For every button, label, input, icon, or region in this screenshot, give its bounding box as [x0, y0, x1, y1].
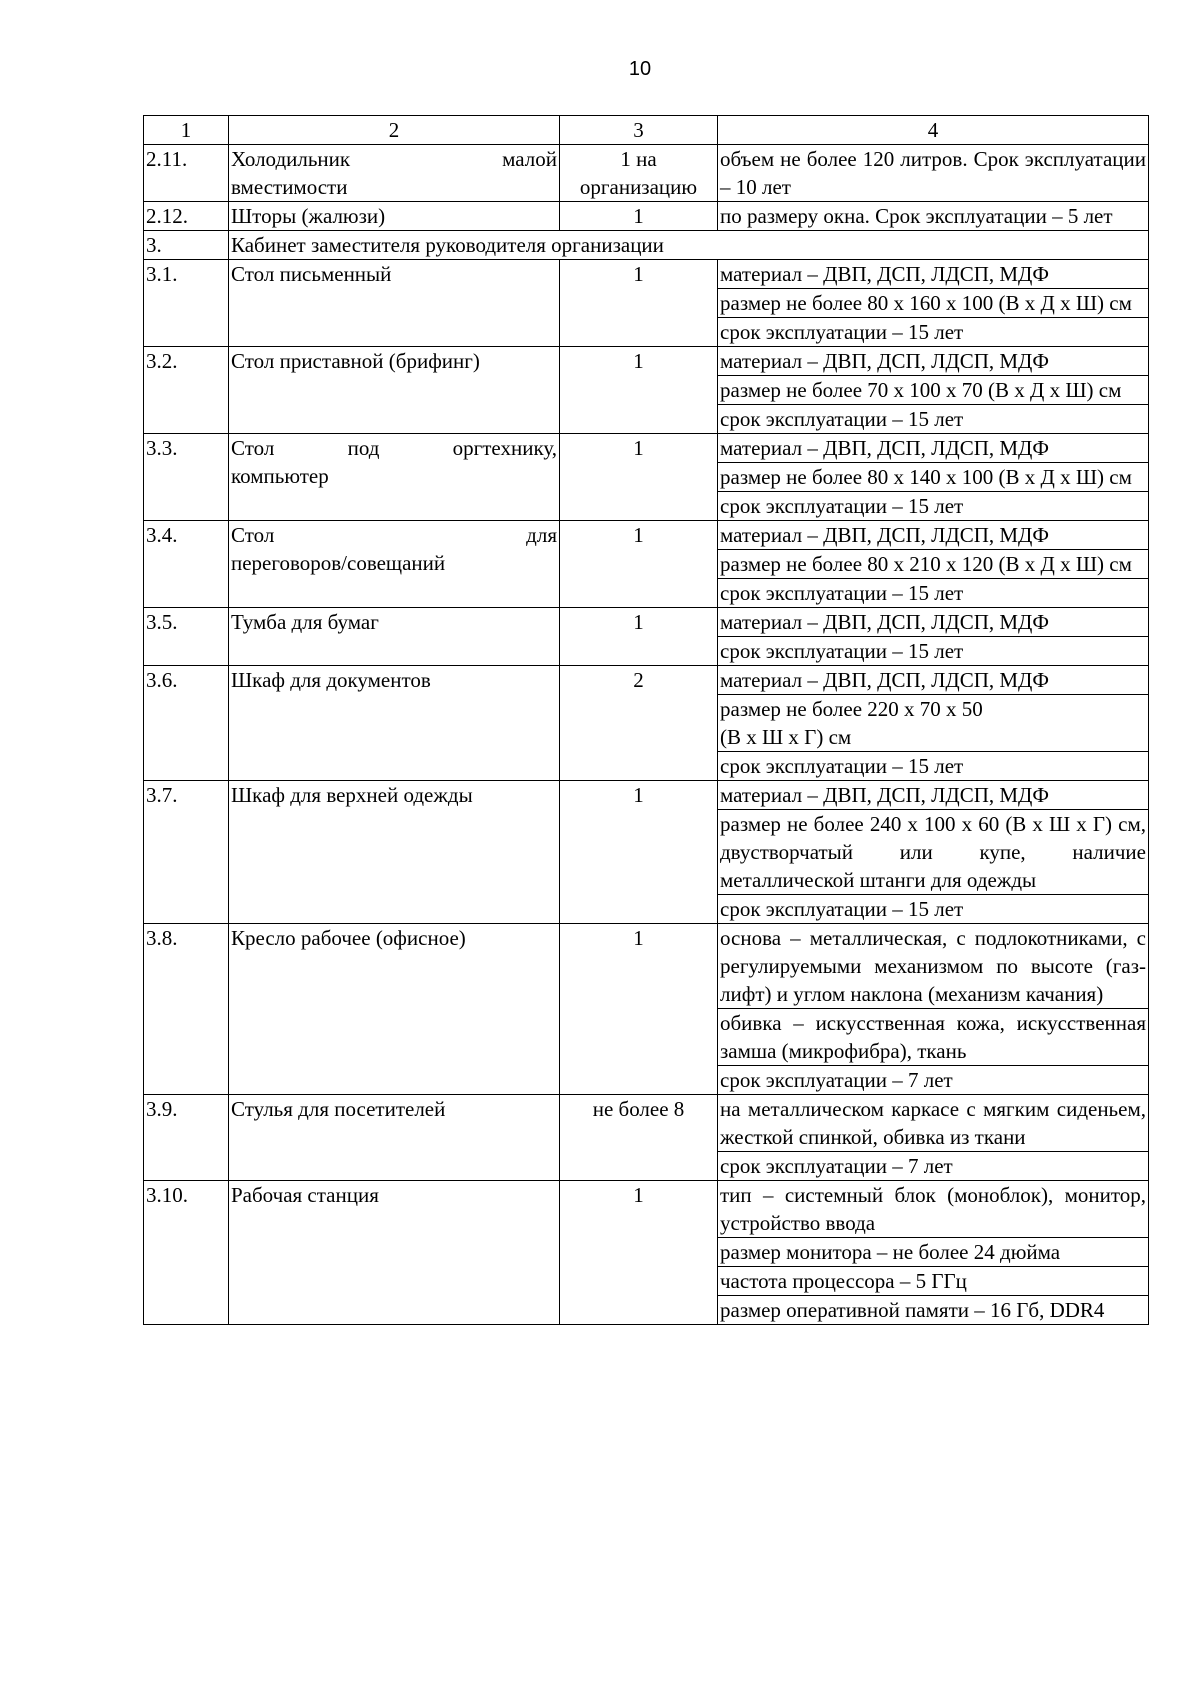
- section-title: Кабинет заместителя руководителя организации: [229, 231, 1149, 260]
- item-spec: материал – ДВП, ДСП, ЛДСП, МДФ: [718, 781, 1149, 810]
- row-number: 3.5.: [144, 608, 229, 666]
- item-name: [229, 434, 560, 521]
- item-name: Шкаф для документов: [229, 666, 560, 781]
- item-name-line: вместимости: [231, 175, 348, 199]
- table-row: [144, 608, 1149, 637]
- item-name: Шторы (жалюзи): [229, 202, 560, 231]
- item-quantity: 1: [560, 202, 718, 231]
- section-row: [144, 231, 1149, 260]
- item-spec: размер не более 80 х 160 х 100 (В х Д х Ш) см: [718, 289, 1149, 318]
- item-quantity: 1: [560, 608, 718, 666]
- item-spec: срок эксплуатации – 15 лет: [718, 637, 1149, 666]
- table-row: [144, 781, 1149, 810]
- row-number: 3.10.: [144, 1181, 229, 1325]
- table-row: [144, 666, 1149, 695]
- row-number: 2.12.: [144, 202, 229, 231]
- item-spec: материал – ДВП, ДСП, ЛДСП, МДФ: [718, 434, 1149, 463]
- item-spec: основа – металлическая, с подлокотниками, с регулируемыми механизмом по высоте (газ-лифт) и углом наклона (механизм качания): [718, 924, 1149, 1009]
- item-spec: размер не более 70 х 100 х 70 (В х Д х Ш) см: [718, 376, 1149, 405]
- item-name-line: переговоров/совещаний: [231, 551, 446, 575]
- item-quantity: 1: [560, 781, 718, 924]
- item-spec: размер не более 80 х 140 х 100 (В х Д х Ш) см: [718, 463, 1149, 492]
- item-name-line: Стол для: [231, 523, 557, 547]
- row-number: 3.6.: [144, 666, 229, 781]
- item-quantity: 1 на организацию: [560, 145, 718, 202]
- table-row: [144, 347, 1149, 376]
- header-cell-2: 2: [229, 116, 560, 145]
- item-spec: срок эксплуатации – 15 лет: [718, 405, 1149, 434]
- header-cell-1: 1: [144, 116, 229, 145]
- item-quantity: 1: [560, 521, 718, 608]
- table-row: [144, 1095, 1149, 1152]
- item-name-line: Стол под оргтехнику,: [231, 436, 557, 460]
- item-spec: срок эксплуатации – 7 лет: [718, 1152, 1149, 1181]
- table-row: [144, 434, 1149, 463]
- item-name-line: компьютер: [231, 464, 329, 488]
- item-quantity: 1: [560, 434, 718, 521]
- table-row: [144, 1181, 1149, 1238]
- section-number: 3.: [144, 231, 229, 260]
- item-spec: объем не более 120 литров. Срок эксплуатации – 10 лет: [718, 145, 1149, 202]
- item-name: Стулья для посетителей: [229, 1095, 560, 1181]
- page-number: 10: [628, 58, 652, 80]
- item-spec: размер не более 240 х 100 х 60 (В х Ш х Г) см, двустворчатый или купе, наличие металлической штанги для одежды: [718, 810, 1149, 895]
- item-name: Рабочая станция: [229, 1181, 560, 1325]
- item-quantity: 1: [560, 260, 718, 347]
- item-spec: [718, 695, 1149, 752]
- item-quantity: не более 8: [560, 1095, 718, 1181]
- item-name-line: Холодильник малой: [231, 147, 557, 171]
- item-spec: материал – ДВП, ДСП, ЛДСП, МДФ: [718, 260, 1149, 289]
- item-spec: на металлическом каркасе с мягким сиденьем, жесткой спинкой, обивка из ткани: [718, 1095, 1149, 1152]
- item-spec: обивка – искусственная кожа, искусственная замша (микрофибра), ткань: [718, 1009, 1149, 1066]
- equipment-table: [143, 115, 1149, 1325]
- row-number: 3.8.: [144, 924, 229, 1095]
- row-number: 3.9.: [144, 1095, 229, 1181]
- row-number: 3.1.: [144, 260, 229, 347]
- item-spec: срок эксплуатации – 15 лет: [718, 895, 1149, 924]
- item-spec: срок эксплуатации – 7 лет: [718, 1066, 1149, 1095]
- item-name: Стол письменный: [229, 260, 560, 347]
- item-spec-line: размер не более 220 х 70 х 50: [720, 697, 983, 721]
- table-row: [144, 260, 1149, 289]
- item-quantity: 2: [560, 666, 718, 781]
- item-spec: частота процессора – 5 ГГц: [718, 1267, 1149, 1296]
- table-row: [144, 145, 1149, 202]
- item-spec: срок эксплуатации – 15 лет: [718, 318, 1149, 347]
- row-number: 3.4.: [144, 521, 229, 608]
- row-number: 2.11.: [144, 145, 229, 202]
- item-name: Кресло рабочее (офисное): [229, 924, 560, 1095]
- table-row: [144, 924, 1149, 1009]
- item-spec: размер оперативной памяти – 16 Гб, DDR4: [718, 1296, 1149, 1325]
- item-quantity: 1: [560, 1181, 718, 1325]
- item-spec: срок эксплуатации – 15 лет: [718, 752, 1149, 781]
- item-name: Шкаф для верхней одежды: [229, 781, 560, 924]
- item-name: [229, 145, 560, 202]
- item-spec: срок эксплуатации – 15 лет: [718, 579, 1149, 608]
- table-header-row: [144, 116, 1149, 145]
- item-quantity: 1: [560, 347, 718, 434]
- item-spec: по размеру окна. Срок эксплуатации – 5 лет: [718, 202, 1149, 231]
- item-spec: материал – ДВП, ДСП, ЛДСП, МДФ: [718, 521, 1149, 550]
- header-cell-3: 3: [560, 116, 718, 145]
- row-number: 3.7.: [144, 781, 229, 924]
- table-row: [144, 202, 1149, 231]
- item-spec-line: (В х Ш х Г) см: [720, 725, 852, 749]
- item-spec: тип – системный блок (моноблок), монитор, устройство ввода: [718, 1181, 1149, 1238]
- item-name: Тумба для бумаг: [229, 608, 560, 666]
- item-quantity: 1: [560, 924, 718, 1095]
- row-number: 3.3.: [144, 434, 229, 521]
- item-spec: материал – ДВП, ДСП, ЛДСП, МДФ: [718, 347, 1149, 376]
- item-spec: материал – ДВП, ДСП, ЛДСП, МДФ: [718, 666, 1149, 695]
- item-name: Стол приставной (брифинг): [229, 347, 560, 434]
- item-spec: размер не более 80 х 210 х 120 (В х Д х Ш) см: [718, 550, 1149, 579]
- item-spec: размер монитора – не более 24 дюйма: [718, 1238, 1149, 1267]
- header-cell-4: 4: [718, 116, 1149, 145]
- item-spec: материал – ДВП, ДСП, ЛДСП, МДФ: [718, 608, 1149, 637]
- row-number: 3.2.: [144, 347, 229, 434]
- table-row: [144, 521, 1149, 550]
- item-spec: срок эксплуатации – 15 лет: [718, 492, 1149, 521]
- item-name: [229, 521, 560, 608]
